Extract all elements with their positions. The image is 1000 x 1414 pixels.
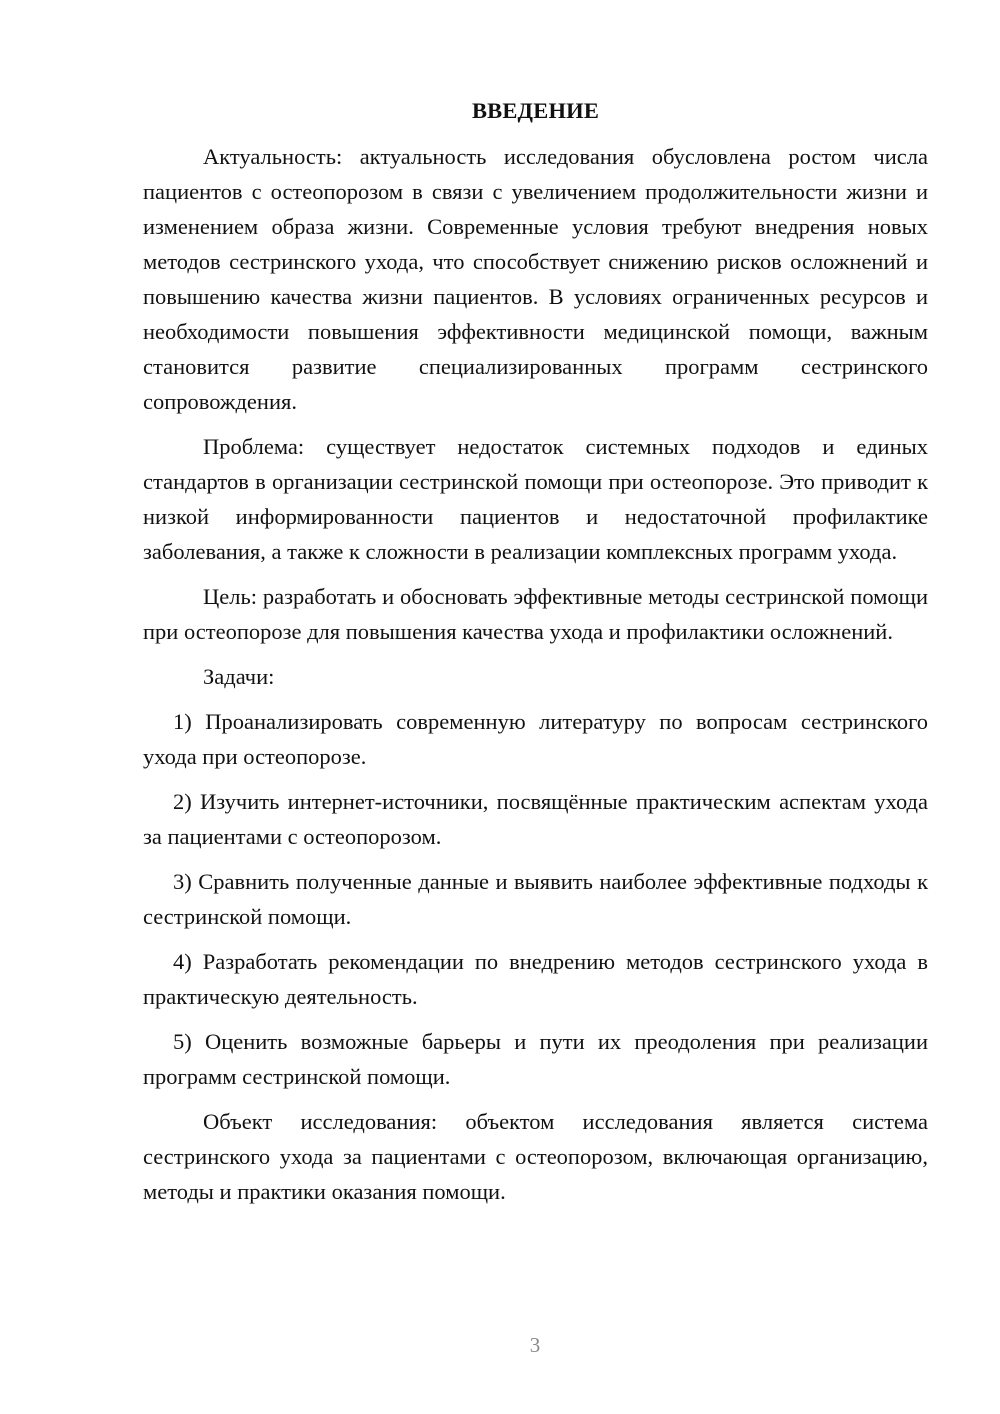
task-item-1: 1) Проанализировать современную литературу по вопросам сестринского ухода при остеопорозе. [143,709,928,769]
task-item-5: 5) Оценить возможные барьеры и пути их преодоления при реализации программ сестринской помощи. [143,1029,928,1089]
task-item-2: 2) Изучить интернет-источники, посвящённые практическим аспектам ухода за пациентами с остеопорозом. [143,789,928,849]
section-title: ВВЕДЕНИЕ [471,98,600,123]
task-item-4: 4) Разработать рекомендации по внедрению методов сестринского ухода в практическую деятельность. [143,949,928,1009]
page-content [143,95,928,1219]
problem-paragraph: Проблема: существует недостаток системных подходов и единых стандартов в организации сестринской помощи при остеопорозе. Это приводит к низкой информированности пациентов и недостаточной профилактике заболевания, а также к сложности в реализации комплексных программ ухода. [143,434,928,564]
page-number: 3 [529,1333,541,1357]
relevance-paragraph: Актуальность: актуальность исследования обусловлена ростом числа пациентов с остеопорозом в связи с увеличением продолжительности жизни и изменением образа жизни. Современные условия требуют внедрения новых методов сестринского ухода, что способствует снижению рисков осложнений и повышению качества жизни пациентов. В условиях ограниченных ресурсов и необходимости повышения эффективности медицинской помощи, важным становится развитие специализированных программ сестринского сопровождения. [143,144,928,414]
task-item-3: 3) Сравнить полученные данные и выявить наиболее эффективные подходы к сестринской помощи. [143,869,928,929]
goal-paragraph: Цель: разработать и обосновать эффективные методы сестринской помощи при остеопорозе для повышения качества ухода и профилактики осложнений. [143,584,928,644]
object-paragraph: Объект исследования: объектом исследования является система сестринского ухода за пациентами с остеопорозом, включающая организацию, методы и практики оказания помощи. [143,1109,928,1204]
tasks-heading: Задачи: [203,664,275,689]
